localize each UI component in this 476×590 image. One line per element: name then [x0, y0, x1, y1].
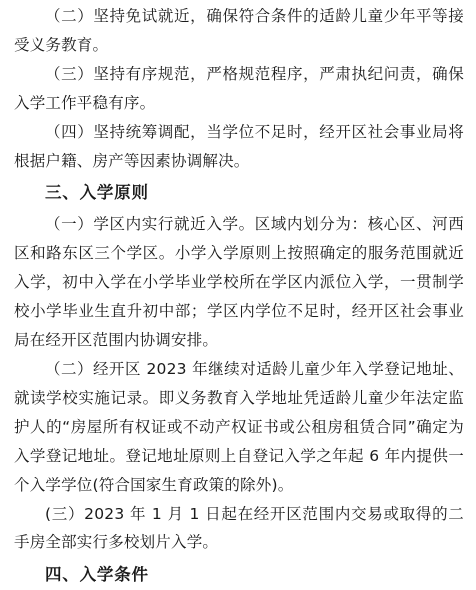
paragraph-second-hand-housing: (三）2023 年 1 月 1 日起在经开区范围内交易或取得的二手房全部实行多校划片入学。	[14, 504, 464, 552]
document-page	[0, 2, 476, 589]
paragraph-school-district-nearby: （一）学区内实行就近入学。区域内划分为：核心区、河西区和路东区三个学区。小学入学原则上按照确定的服务范围就近入学，初中入学在小学毕业学校所在学区内派位入学，一贯制学校小学毕业生直升初中部；学区内学位不足时，经开区社会事业局在经开区范围内协调安排。	[14, 215, 464, 350]
section-heading-enrollment-conditions: 四、入学条件	[45, 565, 149, 585]
section-heading-enrollment-principles: 三、入学原则	[45, 183, 149, 203]
paragraph-orderly-standard: （三）坚持有序规范，严格规范程序，严肃执纪问责，确保入学工作平稳有序。	[14, 64, 464, 112]
paragraph-free-nearby-enrollment: （二）坚持免试就近，确保符合条件的适龄儿童少年平等接受义务教育。	[14, 7, 464, 54]
paragraph-registration-address: （二）经开区 2023 年继续对适龄儿童少年入学登记地址、就读学校实施记录。即义务教育入学地址凭适龄儿童少年法定监护人的“房屋所有权证或不动产权证书或公租房租赁合同”确定为入学登记地址。登记地址原则上自登记入学之年起 6 年内提供一个入学学位(符合国家生育政策的除外)。	[14, 359, 464, 494]
paragraph-coordinated-allocation: （四）坚持统筹调配，当学位不足时，经开区社会事业局将根据户籍、房产等因素协调解决。	[14, 122, 464, 170]
